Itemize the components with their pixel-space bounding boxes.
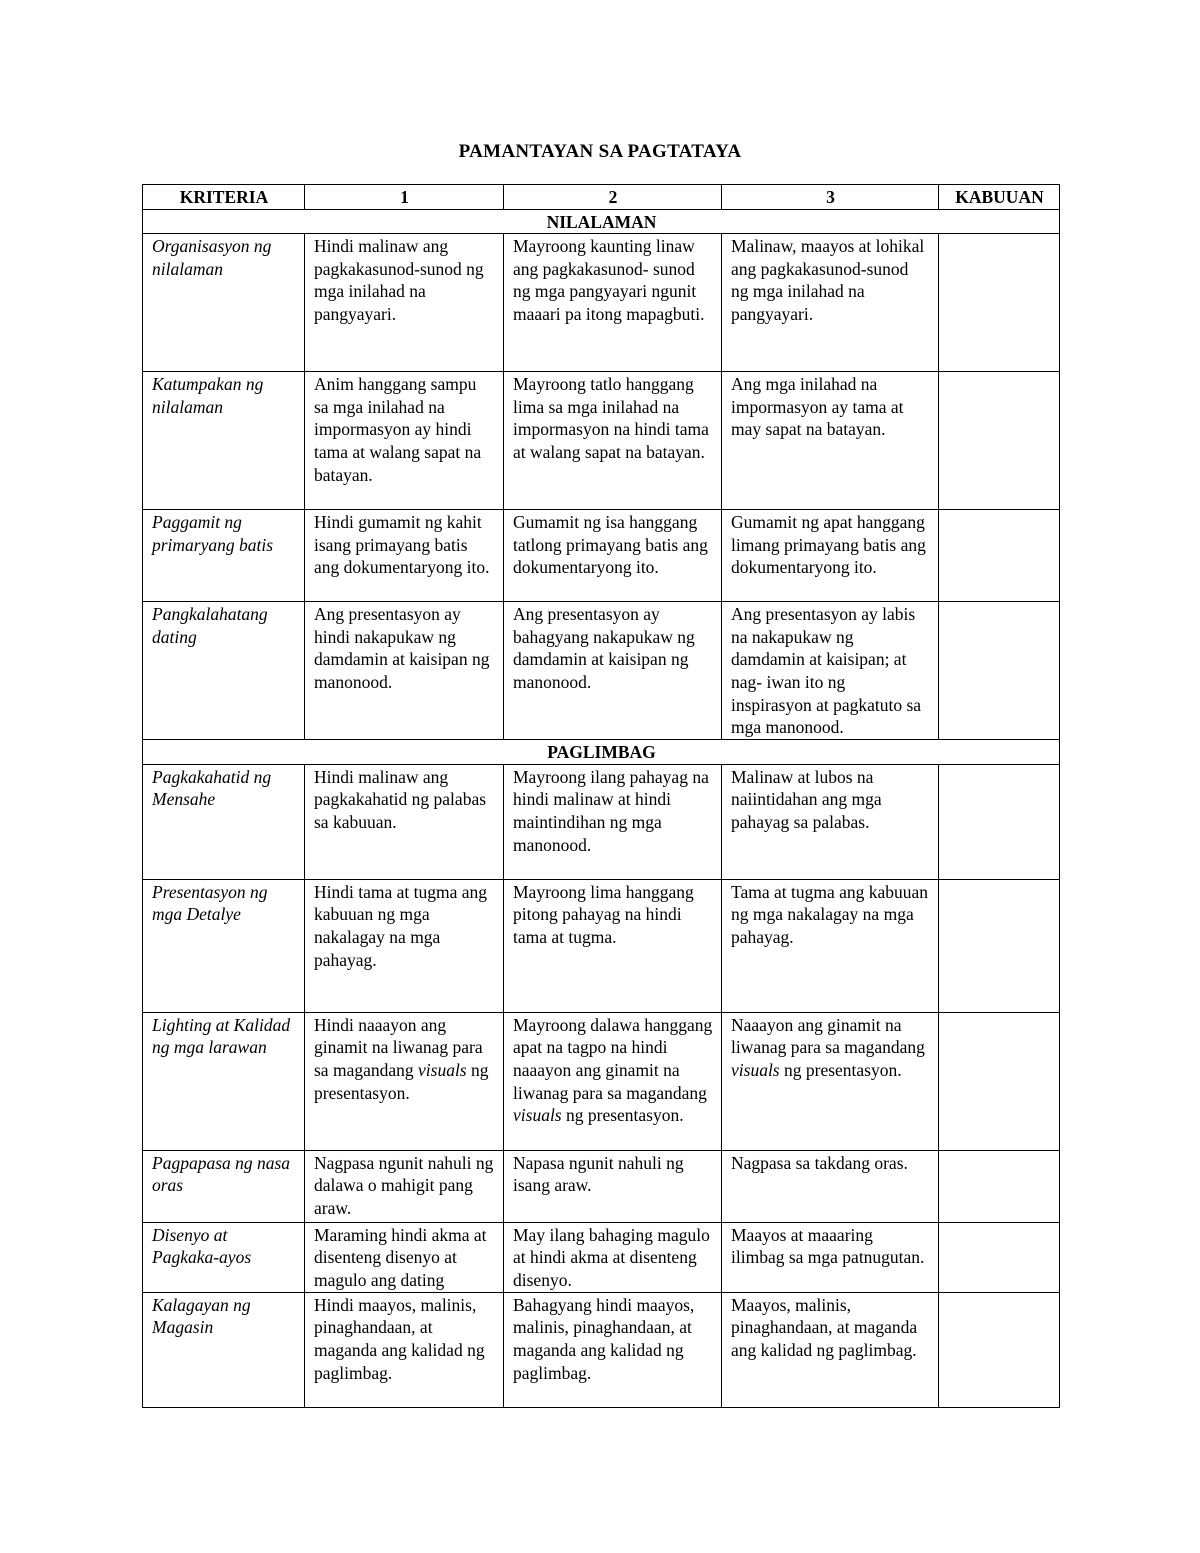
header-level-1: 1 bbox=[305, 185, 504, 210]
level-1-cell: Hindi gumamit ng kahit isang primayang batis ang dokumentaryong ito. bbox=[305, 510, 504, 602]
level-3-cell: Maayos, malinis, pinaghandaan, at maganda ang kalidad ng paglimbag. bbox=[722, 1292, 939, 1407]
table-row bbox=[143, 602, 1060, 740]
header-kabuuan: KABUUAN bbox=[939, 185, 1060, 210]
level-2-cell: Bahagyang hindi maayos, malinis, pinaghandaan, at maganda ang kalidad ng paglimbag. bbox=[504, 1292, 722, 1407]
level-3-cell: Malinaw, maayos at lohikal ang pagkakasunod-sunod ng mga inilahad na pangyayari. bbox=[722, 234, 939, 372]
table-row bbox=[143, 1012, 1060, 1150]
rubric-table bbox=[142, 184, 1060, 1408]
criterion-cell: Organisasyon ng nilalaman bbox=[143, 234, 305, 372]
table-row bbox=[143, 1222, 1060, 1292]
header-level-3: 3 bbox=[722, 185, 939, 210]
table-row bbox=[143, 372, 1060, 510]
level-1-cell bbox=[305, 1012, 504, 1150]
level-1-emphasis: visuals bbox=[418, 1059, 467, 1080]
criterion-cell: Katumpakan ng nilalaman bbox=[143, 372, 305, 510]
level-2-text: Mayroong dalawa hanggang apat na tagpo na hindi naaayon ang ginamit na liwanag para sa magandang bbox=[513, 1014, 713, 1103]
criterion-cell: Pagpapasa ng nasa oras bbox=[143, 1150, 305, 1222]
table-row bbox=[143, 764, 1060, 879]
level-2-text-end: ng presentasyon. bbox=[561, 1105, 684, 1126]
header-kriteria: KRITERIA bbox=[143, 185, 305, 210]
total-cell bbox=[939, 510, 1060, 602]
level-1-text: Hindi naaayon ang ginamit na liwanag para sa magandang bbox=[314, 1014, 483, 1080]
level-1-cell: Hindi tama at tugma ang kabuuan ng mga nakalagay na mga pahayag. bbox=[305, 879, 504, 1012]
level-2-cell: Mayroong lima hanggang pitong pahayag na hindi tama at tugma. bbox=[504, 879, 722, 1012]
level-2-emphasis: visuals bbox=[513, 1105, 562, 1126]
page-title: PAMANTAYAN SA PAGTATAYA bbox=[458, 141, 742, 162]
section-title-paglimbag: PAGLIMBAG bbox=[143, 740, 1060, 765]
criterion-cell: Presentasyon ng mga Detalye bbox=[143, 879, 305, 1012]
total-cell bbox=[939, 1150, 1060, 1222]
level-2-cell: Gumamit ng isa hanggang tatlong primayang batis ang dokumentaryong ito. bbox=[504, 510, 722, 602]
criterion-cell: Pagkakahatid ng Mensahe bbox=[143, 764, 305, 879]
table-row bbox=[143, 234, 1060, 372]
table-row bbox=[143, 879, 1060, 1012]
level-3-cell bbox=[722, 1012, 939, 1150]
level-3-cell: Ang mga inilahad na impormasyon ay tama at may sapat na batayan. bbox=[722, 372, 939, 510]
level-1-cell: Hindi malinaw ang pagkakahatid ng palabas sa kabuuan. bbox=[305, 764, 504, 879]
total-cell bbox=[939, 234, 1060, 372]
level-3-emphasis: visuals bbox=[731, 1059, 780, 1080]
level-2-cell bbox=[504, 1012, 722, 1150]
total-cell bbox=[939, 764, 1060, 879]
total-cell bbox=[939, 1012, 1060, 1150]
level-3-cell: Gumamit ng apat hanggang limang primayang batis ang dokumentaryong ito. bbox=[722, 510, 939, 602]
total-cell bbox=[939, 602, 1060, 740]
section-title-nilalaman: NILALAMAN bbox=[143, 209, 1060, 234]
level-2-cell: Mayroong kaunting linaw ang pagkakasunod- sunod ng mga pangyayari ngunit maaari pa itong mapagbuti. bbox=[504, 234, 722, 372]
level-3-cell: Maayos at maaaring ilimbag sa mga patnugutan. bbox=[722, 1222, 939, 1292]
header-row bbox=[143, 185, 1060, 210]
total-cell bbox=[939, 1222, 1060, 1292]
level-2-cell: Ang presentasyon ay bahagyang nakapukaw ng damdamin at kaisipan ng manonood. bbox=[504, 602, 722, 740]
level-1-cell: Nagpasa ngunit nahuli ng dalawa o mahigit pang araw. bbox=[305, 1150, 504, 1222]
total-cell bbox=[939, 879, 1060, 1012]
section-row bbox=[143, 209, 1060, 234]
criterion-cell: Pangkalahatang dating bbox=[143, 602, 305, 740]
level-2-cell: Mayroong ilang pahayag na hindi malinaw at hindi maintindihan ng mga manonood. bbox=[504, 764, 722, 879]
level-2-cell: Mayroong tatlo hanggang lima sa mga inilahad na impormasyon na hindi tama at walang sapat na batayan. bbox=[504, 372, 722, 510]
level-1-cell: Hindi maayos, malinis, pinaghandaan, at maganda ang kalidad ng paglimbag. bbox=[305, 1292, 504, 1407]
level-1-text-end: ng presentasyon. bbox=[314, 1059, 489, 1103]
level-3-cell: Ang presentasyon ay labis na nakapukaw ng damdamin at kaisipan; at nag- iwan ito ng inspirasyon at pagkatuto sa mga manonood. bbox=[722, 602, 939, 740]
level-3-text-end: ng presentasyon. bbox=[779, 1059, 902, 1080]
total-cell bbox=[939, 372, 1060, 510]
criterion-cell: Paggamit ng primaryang batis bbox=[143, 510, 305, 602]
table-row bbox=[143, 1292, 1060, 1407]
level-3-cell: Malinaw at lubos na naiintidahan ang mga pahayag sa palabas. bbox=[722, 764, 939, 879]
level-3-cell: Nagpasa sa takdang oras. bbox=[722, 1150, 939, 1222]
criterion-cell: Lighting at Kalidad ng mga larawan bbox=[143, 1012, 305, 1150]
criterion-cell: Disenyo at Pagkaka-ayos bbox=[143, 1222, 305, 1292]
total-cell bbox=[939, 1292, 1060, 1407]
criterion-cell: Kalagayan ng Magasin bbox=[143, 1292, 305, 1407]
level-1-cell: Anim hanggang sampu sa mga inilahad na impormasyon ay hindi tama at walang sapat na batayan. bbox=[305, 372, 504, 510]
table-row bbox=[143, 1150, 1060, 1222]
section-row bbox=[143, 740, 1060, 765]
table-row bbox=[143, 510, 1060, 602]
level-3-text: Naaayon ang ginamit na liwanag para sa magandang bbox=[731, 1014, 925, 1058]
level-1-cell: Hindi malinaw ang pagkakasunod-sunod ng mga inilahad na pangyayari. bbox=[305, 234, 504, 372]
level-3-cell: Tama at tugma ang kabuuan ng mga nakalagay na mga pahayag. bbox=[722, 879, 939, 1012]
level-1-cell: Ang presentasyon ay hindi nakapukaw ng damdamin at kaisipan ng manonood. bbox=[305, 602, 504, 740]
header-level-2: 2 bbox=[504, 185, 722, 210]
level-2-cell: May ilang bahaging magulo at hindi akma at disenteng disenyo. bbox=[504, 1222, 722, 1292]
level-1-cell: Maraming hindi akma at disenteng disenyo at magulo ang dating bbox=[305, 1222, 504, 1292]
level-2-cell: Napasa ngunit nahuli ng isang araw. bbox=[504, 1150, 722, 1222]
